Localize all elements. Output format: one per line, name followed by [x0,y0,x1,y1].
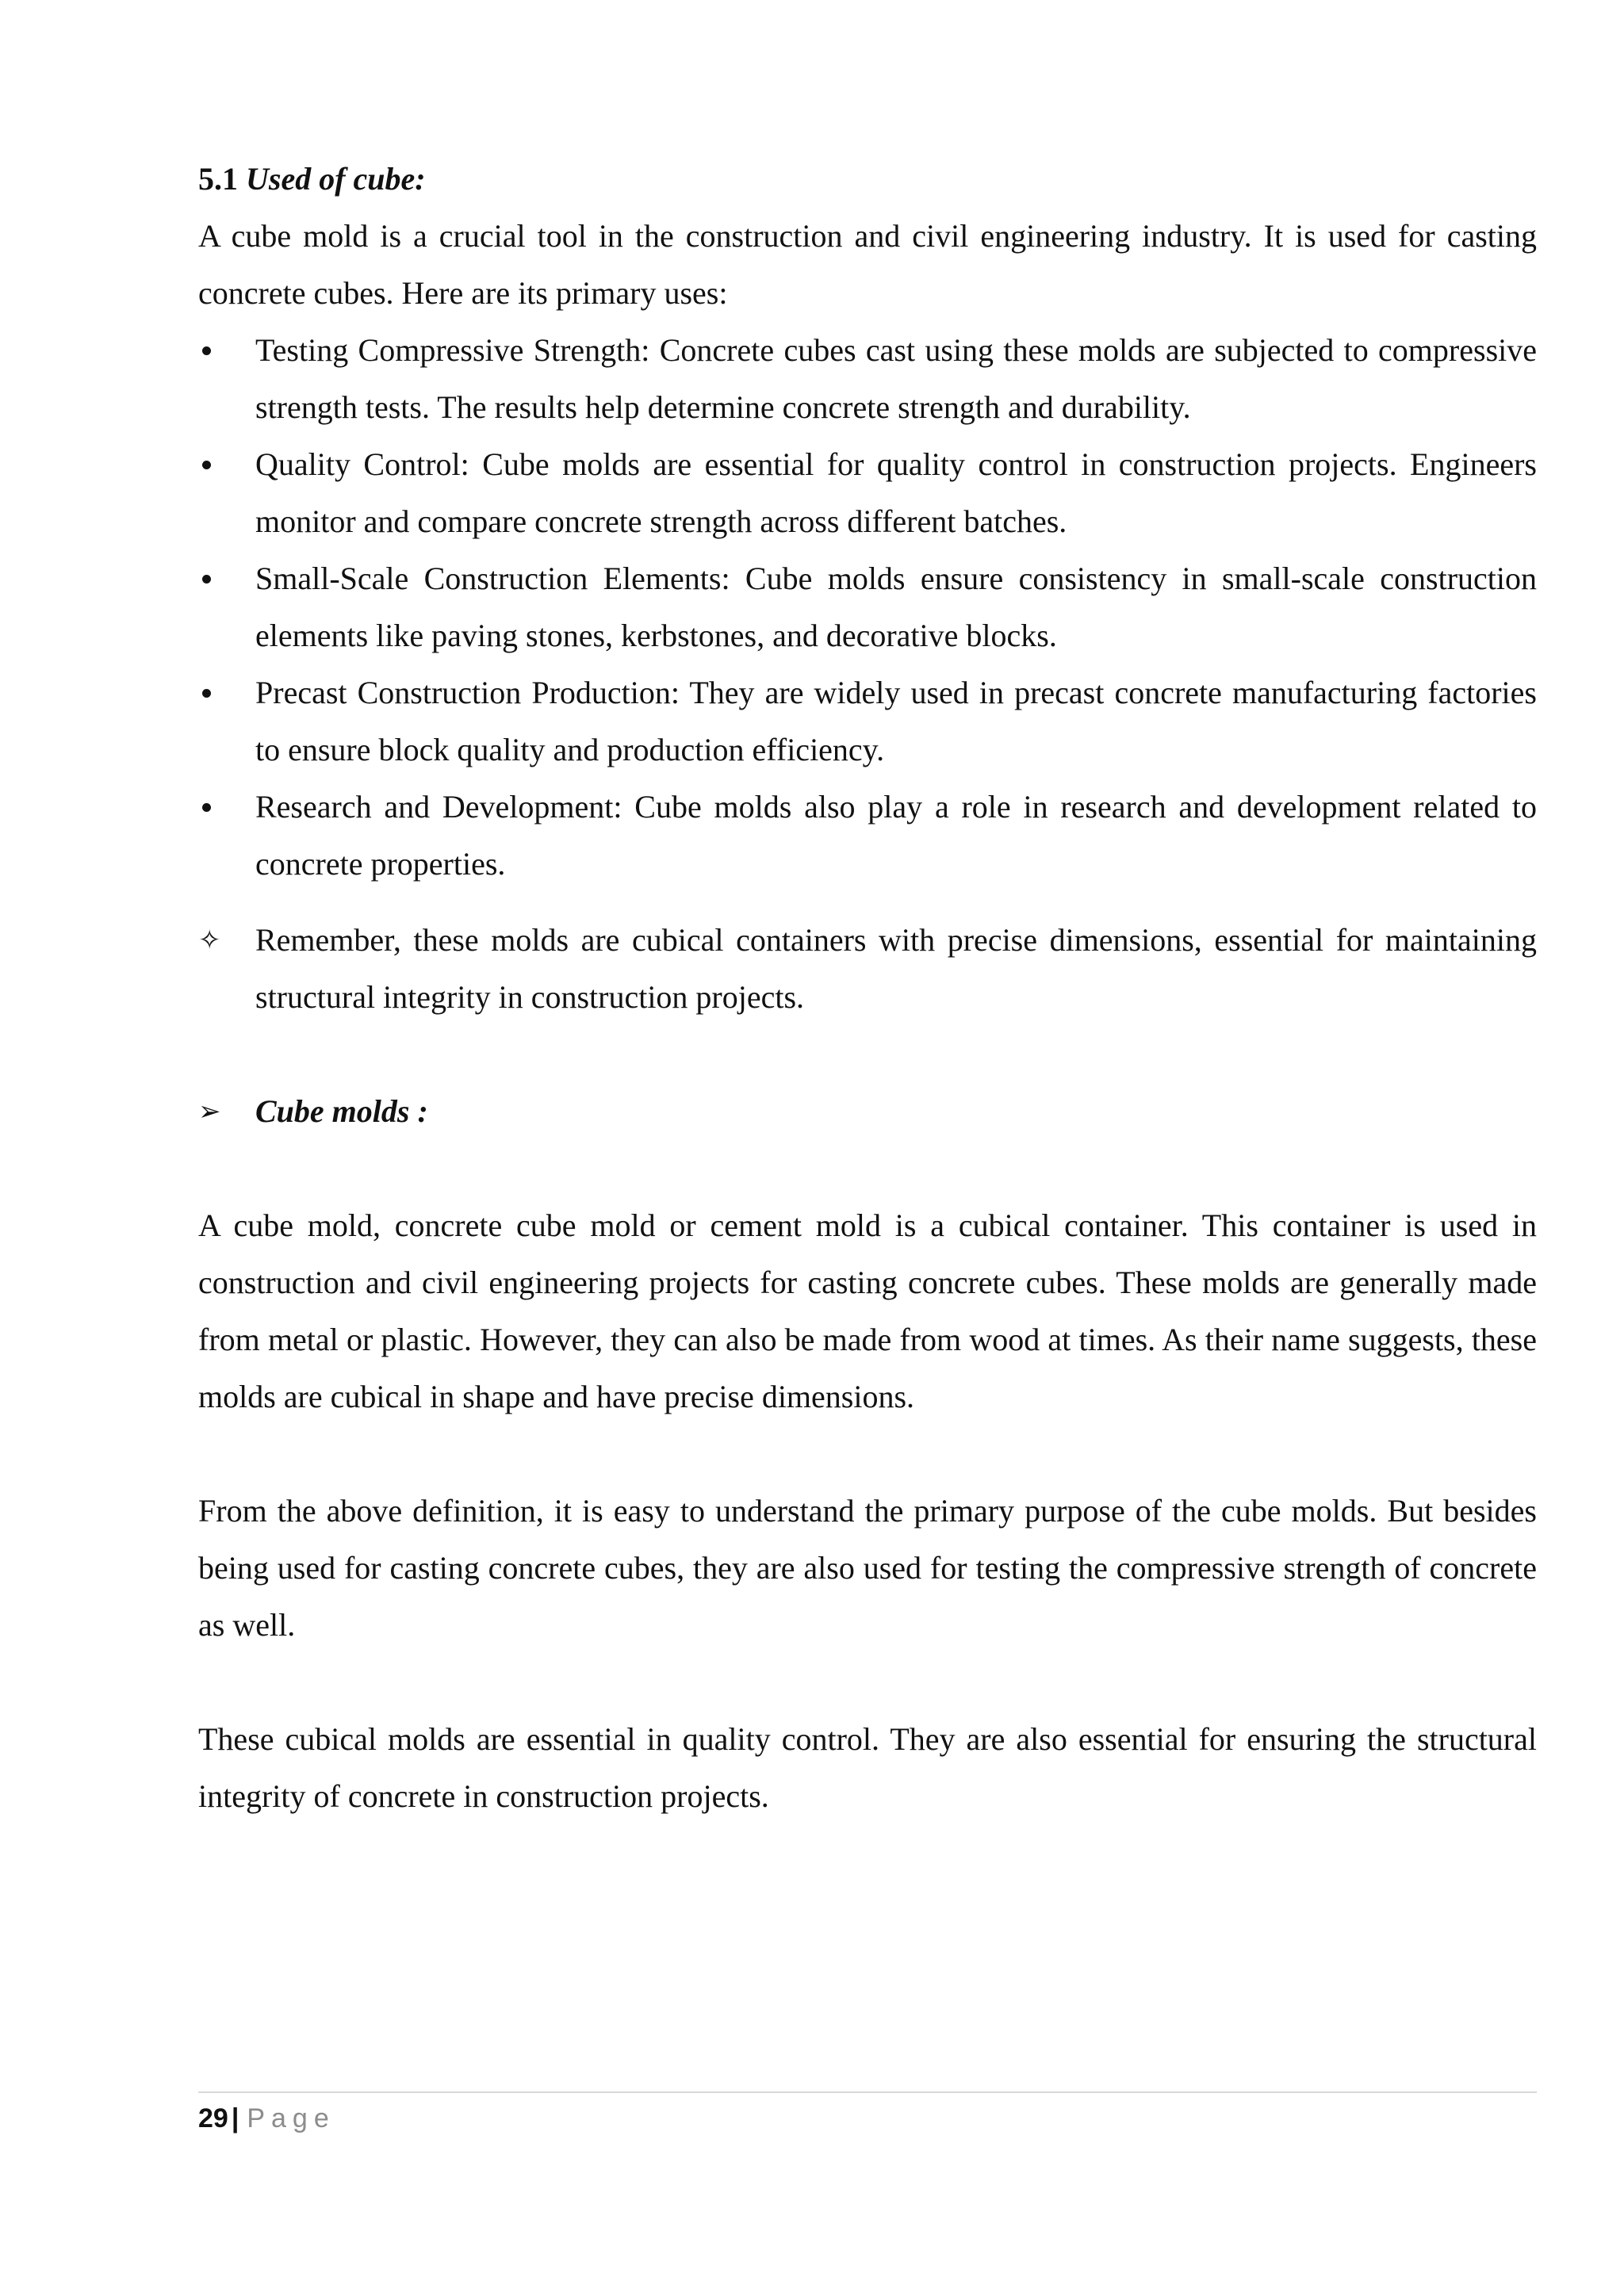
list-item [198,550,1537,664]
list-item-text: Research and Development: Cube molds also play a role in research and development related to concrete properties. [255,789,1537,882]
paragraph-definition: A cube mold, concrete cube mold or cement mold is a cubical container. This container is used in construction and civil engineering projects for casting concrete cubes. These molds are generally made from metal or plastic. However, they can also be made from wood at times. As their name suggests, these molds are cubical in shape and have precise dimensions. [198,1207,1537,1414]
remember-note [198,912,1537,1026]
list-item-text: Precast Construction Production: They are widely used in precast concrete manufacturing factories to ensure block quality and production efficiency. [255,675,1537,767]
list-item [198,436,1537,550]
uses-list [198,322,1537,893]
page-number: 29 [198,2103,228,2133]
page-label: Page [247,2103,335,2133]
list-item [198,664,1537,779]
section-heading [198,151,1537,208]
footer-separator: | [231,2103,239,2133]
paragraph-quality: These cubical molds are essential in quality control. They are also essential for ensuring the structural integrity of concrete in construction projects. [198,1721,1537,1814]
intro-paragraph: A cube mold is a crucial tool in the construction and civil engineering industry. It is used for casting concrete cubes. Here are its primary uses: [198,218,1537,311]
list-item-text: Quality Control: Cube molds are essential for quality control in construction projects. Engineers monitor and compare concrete strength across different batches. [255,446,1537,539]
note-text: Remember, these molds are cubical containers with precise dimensions, essential for maintaining structural integrity in construction projects. [255,922,1537,1015]
page-footer [198,2091,1537,2136]
arrow-bullet-icon: ➢ [198,1096,221,1127]
bullet-icon [202,346,211,355]
section-number: 5.1 [198,161,238,197]
cube-molds-subheading [198,1083,1537,1140]
document-page [198,151,1537,1825]
bullet-icon [202,803,211,812]
paragraph-purpose: From the above definition, it is easy to understand the primary purpose of the cube molds. But besides being used for casting concrete cubes, they are also used for testing the compressive strength of concrete as well. [198,1493,1537,1643]
list-item-text: Testing Compressive Strength: Concrete cubes cast using these molds are subjected to compressive strength tests. The results help determine concrete strength and durability. [255,332,1537,425]
bullet-icon [202,575,211,584]
star-icon: ✧ [198,924,221,956]
section-title: Used of cube: [246,161,426,197]
subheading-text: Cube molds : [255,1093,428,1129]
list-item [198,779,1537,893]
bullet-icon [202,461,211,469]
bullet-icon [202,689,211,698]
list-item [198,322,1537,436]
list-item-text: Small-Scale Construction Elements: Cube molds ensure consistency in small-scale construction elements like paving stones, kerbstones, and decorative blocks. [255,561,1537,653]
